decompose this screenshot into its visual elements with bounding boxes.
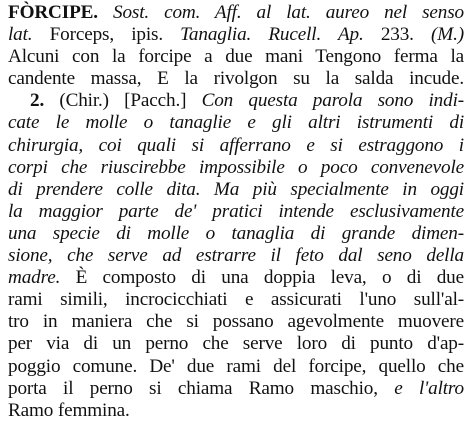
sense-2-line-13: poggio comune. De' due rami del forcipe, quello che (8, 355, 464, 377)
term-ramo-femmina: Ramo femmina. (8, 399, 130, 421)
entry-line-1: FÒRCIPE. Sost. com. Aff. al lat. aureo nel senso (8, 2, 464, 23)
sense-2-line-4: corpi che riuscirebbe impossibile o poco convenevole (8, 156, 464, 178)
sense-number: 2. (30, 90, 45, 112)
sense-2-line-14: porta il perno si chiama Ramo maschio, e l'altro (8, 377, 464, 399)
sense-2-line-3: chirurgia, coi quali si afferrano e si estraggono i (8, 134, 464, 156)
sense-2-line-6: la maggior parte de' pratici intende esclusivamente (8, 200, 464, 222)
sense-2-line-15 (8, 400, 464, 422)
citation-line-2: candente massa, E la rivolgon su la salda incude. (8, 68, 464, 90)
term-ramo-maschio: Ramo maschio, (248, 377, 378, 399)
sense-2-line-5: di prendere colle dita. Ma più specialmente in oggi (8, 178, 464, 200)
sense-2-line-7: una specie di molle o tanaglia di grande dimen- (8, 222, 464, 244)
sense-2-line-11: tro in maniera che si possano agevolmente muovere (8, 311, 464, 333)
headword: FÒRCIPE. (8, 2, 98, 23)
sense-2-line-8: sione, che serve ad estrarre il feto dal seno della (8, 245, 464, 267)
entry-line-2: lat. Forceps, ipis. Tanaglia. Rucell. Ap. 233. (M.) (8, 24, 464, 46)
citation-line-1: Alcuni con la forcipe a due mani Tengono ferma la (8, 46, 464, 68)
sense-2-line-9: madre. È composto di una doppia leva, o di due (8, 267, 464, 289)
sense-2-line-2: cate le molle o tanaglie e gli altri istrumenti di (8, 112, 464, 134)
sense-2-line-12: per via di un perno che serve loro di punto d'ap- (8, 333, 464, 355)
sense-2-line-1: 2. (Chir.) [Pacch.] Con questa parola sono indi- (30, 90, 464, 112)
sense-2-line-10: rami simili, incrocicchiati e assicurati l'uno sull'al- (8, 289, 464, 311)
